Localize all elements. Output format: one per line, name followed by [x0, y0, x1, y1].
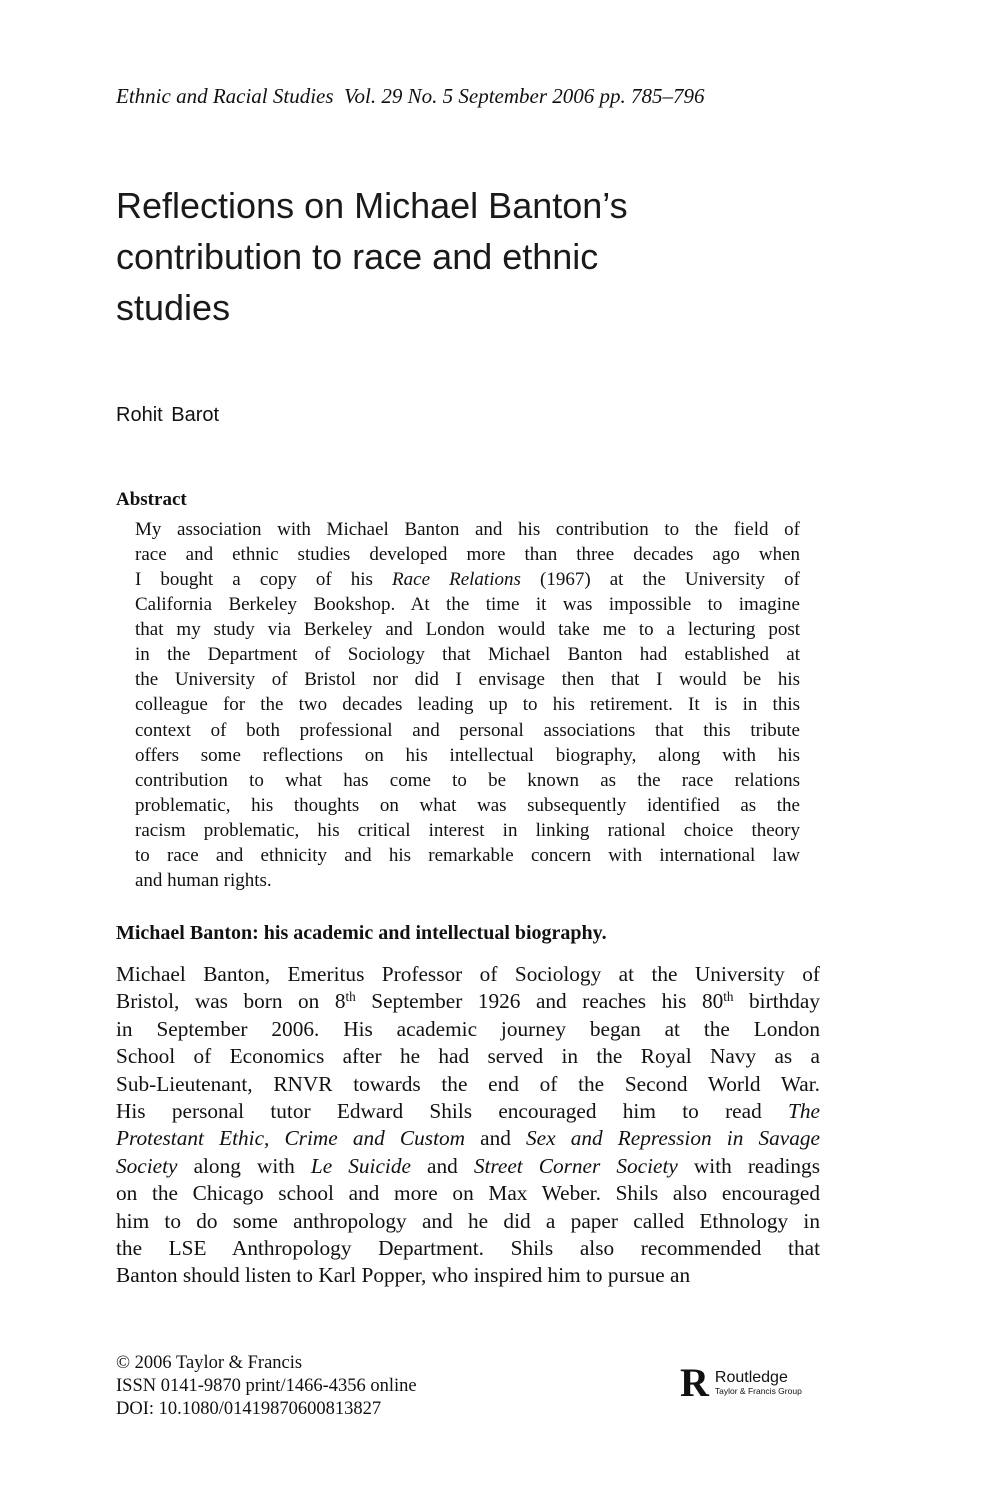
- text-segment: contribution to what has come to be known as the race relations: [135, 769, 800, 791]
- title-line: studies: [116, 287, 231, 328]
- text-segment: problematic, his thoughts on what was subsequently identified as the: [135, 794, 800, 816]
- text-segment: him to do some anthropology and he did a paper called Ethnology in: [116, 1208, 820, 1233]
- body-text: [116, 961, 820, 1290]
- italic-text: Race Relations: [392, 569, 521, 591]
- text-line: [135, 868, 800, 893]
- text-segment: and: [465, 1126, 527, 1151]
- text-segment: September 1926 and reaches his 80: [355, 989, 724, 1014]
- text-segment: offers some reflections on his intellectual biography, along with his: [135, 744, 800, 766]
- text-segment: in the Department of Sociology that Michael Banton had established at: [135, 644, 800, 666]
- text-line: [135, 642, 800, 667]
- text-segment: and: [410, 1153, 474, 1178]
- text-segment: California Berkeley Bookshop. At the time it was impossible to imagine: [135, 594, 800, 616]
- text-segment: the LSE Anthropology Department. Shils also recommended that: [116, 1236, 820, 1261]
- text-line: [116, 1071, 820, 1098]
- text-segment: Bristol, was born on 8: [116, 989, 346, 1014]
- routledge-logo: [680, 1360, 802, 1405]
- article-title: [116, 180, 628, 333]
- text-segment: My association with Michael Banton and his contribution to the field of: [135, 519, 800, 540]
- routledge-r-icon: R: [680, 1360, 709, 1405]
- text-segment: race and ethnic studies developed more than three decades ago when: [135, 544, 800, 566]
- italic-text: Street Corner Society: [473, 1153, 678, 1178]
- issn: ISSN 0141-9870 print/1466-4356 online: [116, 1376, 417, 1396]
- text-segment: (1967) at the University of: [520, 569, 800, 591]
- text-segment: racism problematic, his critical interest in linking rational choice theory: [135, 819, 800, 841]
- text-line: [116, 1153, 820, 1180]
- abstract-heading: Abstract: [116, 489, 187, 510]
- text-line: [116, 1098, 820, 1125]
- doi: DOI: 10.1080/01419870600813827: [116, 1399, 382, 1419]
- text-segment: that my study via Berkeley and London would take me to a lecturing post: [135, 619, 800, 641]
- copyright: © 2006 Taylor & Francis: [116, 1353, 303, 1373]
- text-line: [135, 718, 800, 743]
- title-line: Reflections on Michael Banton’s: [116, 185, 628, 226]
- text-segment: along with: [177, 1153, 311, 1178]
- text-line: [116, 1235, 820, 1262]
- superscript: th: [723, 989, 734, 1005]
- text-line: [116, 961, 820, 988]
- logo-tagline: Taylor & Francis Group: [714, 1386, 802, 1396]
- superscript: th: [345, 989, 356, 1005]
- text-segment: colleague for the two decades leading up to his retirement. It is in this: [135, 694, 800, 716]
- text-line: [135, 617, 800, 642]
- text-segment: birthday: [733, 989, 821, 1014]
- title-line: contribution to race and ethnic: [116, 236, 599, 277]
- text-line: [135, 667, 800, 692]
- text-line: [116, 988, 820, 1015]
- text-line: [135, 818, 800, 843]
- text-segment: Sub-Lieutenant, RNVR towards the end of the Second World War.: [116, 1071, 820, 1096]
- footer-info: [116, 1352, 417, 1421]
- text-line: [135, 743, 800, 768]
- text-segment: the University of Bristol nor did I envisage then that I would be his: [135, 669, 800, 691]
- text-segment: School of Economics after he had served in the Royal Navy as a: [116, 1044, 820, 1069]
- text-line: [135, 542, 800, 567]
- section-heading: Michael Banton: his academic and intellectual biography.: [116, 922, 607, 944]
- text-line: [135, 517, 800, 542]
- text-segment: in September 2006. His academic journey began at the London: [116, 1016, 820, 1041]
- text-segment: Banton should listen to Karl Popper, who inspired him to pursue an: [116, 1263, 691, 1288]
- text-line: [135, 692, 800, 717]
- text-segment: Michael Banton, Emeritus Professor of Sociology at the University of: [116, 962, 820, 986]
- text-segment: context of both professional and personal associations that this tribute: [135, 719, 800, 741]
- text-segment: to race and ethnicity and his remarkable concern with international law: [135, 844, 800, 866]
- text-segment: on the Chicago school and more on Max Weber. Shils also encouraged: [116, 1181, 820, 1206]
- text-line: [116, 1208, 820, 1235]
- text-line: [135, 843, 800, 868]
- text-segment: and human rights.: [135, 869, 272, 891]
- author-name: Rohit Barot: [116, 404, 220, 426]
- text-line: [116, 1262, 820, 1289]
- text-segment: with readings: [677, 1153, 820, 1178]
- text-line: [116, 1180, 820, 1207]
- text-line: [135, 592, 800, 617]
- text-line: [116, 1016, 820, 1043]
- italic-text: Le Suicide: [310, 1153, 411, 1178]
- abstract-text: [135, 517, 800, 893]
- logo-name: Routledge: [714, 1369, 788, 1386]
- text-line: [135, 793, 800, 818]
- text-line: [135, 567, 800, 592]
- italic-text: Society: [116, 1153, 178, 1178]
- text-segment: His personal tutor Edward Shils encouraged him to read: [116, 1099, 789, 1124]
- text-line: [135, 768, 800, 793]
- text-line: [116, 1043, 820, 1070]
- text-segment: I bought a copy of his: [135, 569, 393, 591]
- italic-text: Sex and Repression in Savage: [526, 1126, 820, 1151]
- italic-text: Protestant Ethic, Crime and Custom: [116, 1126, 466, 1151]
- italic-text: The: [788, 1099, 820, 1124]
- text-line: [116, 1125, 820, 1152]
- journal-citation: Ethnic and Racial Studies Vol. 29 No. 5 September 2006 pp. 785–796: [116, 84, 705, 108]
